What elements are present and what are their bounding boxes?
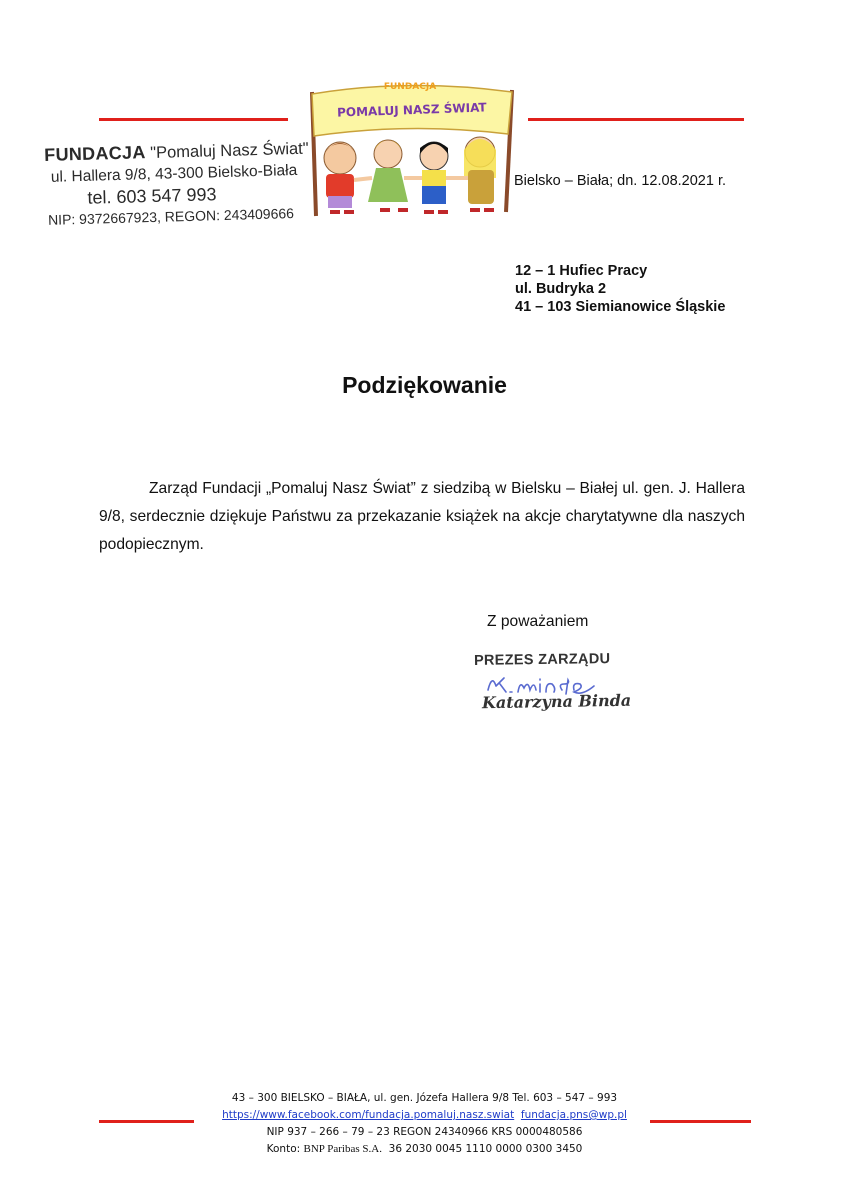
stamp-address: ul. Hallera 9/8, 43-300 Bielsko-Biała: [50, 161, 298, 186]
letter-body: Zarząd Fundacji „Pomaluj Nasz Świat” z siedzibą w Bielsku – Białej ul. gen. J. Hallera 9/8, serdecznie dziękuje Państwu za przekazanie książek na akcje charytatywne dla naszych podopiecznym.: [99, 480, 745, 553]
stamp-phone: tel. 603 547 993: [87, 184, 217, 208]
closing-salutation: Z poważaniem: [487, 613, 589, 630]
stamp-org-quote: "Pomaluj Nasz Świat": [149, 139, 309, 163]
footer-address: 43 – 300 BIELSKO – BIAŁA, ul. gen. Józefa Hallera 9/8 Tel. 603 – 547 – 993: [231, 1092, 618, 1104]
header-divider-right: [528, 118, 744, 121]
recipient-address: [515, 262, 725, 316]
signature-role: PREZES ZARZĄDU: [473, 651, 611, 669]
logo-top-text: FUNDACJA: [383, 82, 437, 92]
children-banner-logo: [300, 78, 520, 220]
date-line: Bielsko – Biała; dn. 12.08.2021 r.: [514, 173, 727, 189]
footer-account-number: 36 2030 0045 1110 0000 0300 3450: [388, 1143, 583, 1155]
footer-bank-name: BNP Paribas S.A.: [303, 1143, 382, 1155]
signature-name: Katarzyna Binda: [481, 690, 632, 713]
footer-bank: [0, 1141, 849, 1158]
recipient-line: 41 – 103 Siemianowice Śląskie: [515, 299, 726, 315]
foundation-logo: [300, 78, 520, 220]
logo-banner-text: POMALUJ NASZ ŚWIAT: [336, 100, 487, 120]
foundation-stamp: [43, 139, 309, 228]
stamp-org-line: [43, 139, 309, 165]
stamp-org-name: FUNDACJA: [43, 142, 146, 165]
stamp-ids: NIP: 9372667923, REGON: 243409666: [47, 205, 295, 228]
facebook-link[interactable]: https://www.facebook.com/fundacja.pomaluj.nasz.swiat: [222, 1109, 515, 1121]
recipient-line: ul. Budryka 2: [515, 281, 607, 297]
header-divider-left: [99, 118, 288, 121]
document-title: Podziękowanie: [342, 372, 507, 398]
footer-konto-label: Konto:: [266, 1143, 301, 1155]
email-link[interactable]: fundacja.pns@wp.pl: [520, 1109, 627, 1121]
signature-block: [474, 652, 634, 716]
footer-registration: NIP 937 – 266 – 79 – 23 REGON 24340966 KRS 0000480586: [266, 1126, 583, 1138]
footer: [0, 1090, 849, 1158]
recipient-line: 12 – 1 Hufiec Pracy: [515, 263, 648, 279]
footer-links: [0, 1107, 849, 1124]
